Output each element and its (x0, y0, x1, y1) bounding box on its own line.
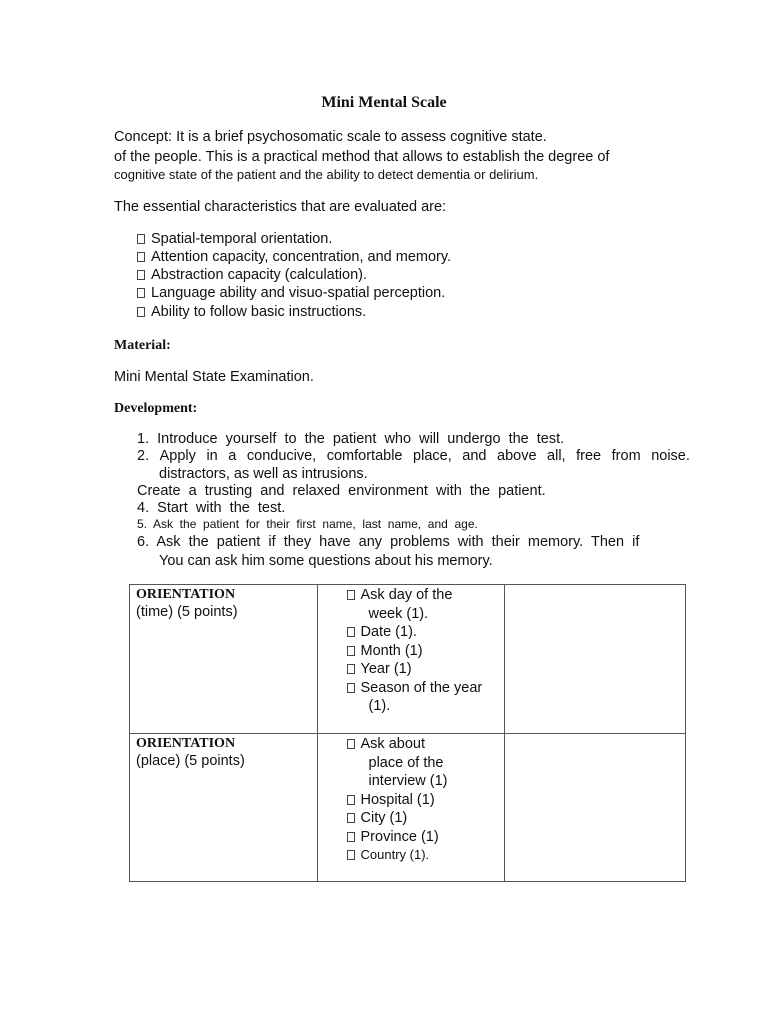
checkbox-icon (347, 664, 355, 674)
checkbox-icon (347, 813, 355, 823)
characteristic-item: Language ability and visuo-spatial perception. (137, 285, 445, 301)
table-row (130, 585, 686, 734)
development-step-1: 1. Introduce yourself to the patient who will undergo the test. (137, 431, 565, 447)
checkbox-icon (347, 627, 355, 637)
checkbox-icon (137, 288, 145, 298)
row-heading: ORIENTATION (136, 587, 236, 602)
development-step-3: Create a trusting and relaxed environment with the patient. (137, 483, 546, 499)
checkbox-icon (137, 234, 145, 244)
checkbox-icon (347, 646, 355, 656)
characteristic-item: Abstraction capacity (calculation). (137, 267, 367, 283)
orientation-table (129, 584, 686, 882)
table-cell-items (317, 734, 505, 882)
table-cell-score (505, 585, 686, 734)
characteristic-item: Ability to follow basic instructions. (137, 304, 366, 320)
list-item: Ask day of the (318, 586, 505, 605)
page-title: Mini Mental Scale (321, 94, 447, 111)
list-item: Year (1) (318, 660, 505, 679)
table-cell-category (130, 734, 318, 882)
list-item-continued: place of the (368, 754, 444, 771)
concept-line-3: cognitive state of the patient and the ability to detect dementia or delirium. (114, 167, 539, 182)
development-step-2-continued: distractors, as well as intrusions. (159, 466, 368, 482)
list-item: Month (1) (318, 642, 505, 661)
table-row (130, 734, 686, 882)
row-subheading: (place) (5 points) (136, 753, 245, 769)
concept-line-1: Concept: It is a brief psychosomatic scale to assess cognitive state. (114, 129, 547, 145)
list-item: Season of the year (318, 679, 505, 698)
concept-line-2: of the people. This is a practical method that allows to establish the degree of (114, 149, 610, 165)
checkbox-icon (137, 270, 145, 280)
characteristics-intro: The essential characteristics that are evaluated are: (114, 199, 447, 215)
material-heading: Material: (114, 338, 171, 353)
characteristic-item: Spatial-temporal orientation. (137, 231, 332, 247)
list-item: Hospital (1) (318, 791, 505, 810)
row-subheading: (time) (5 points) (136, 604, 238, 620)
development-step-6-continued: You can ask him some questions about his memory. (159, 553, 493, 569)
row-heading: ORIENTATION (136, 736, 236, 751)
development-step-5: 5. Ask the patient for their first name, last name, and age. (137, 517, 478, 531)
list-item-continued: (1). (368, 698, 391, 714)
list-item: Date (1). (318, 623, 505, 642)
material-text: Mini Mental State Examination. (114, 369, 314, 385)
table-cell-items (317, 585, 505, 734)
list-item: Country (1). (318, 846, 505, 865)
characteristic-item: Attention capacity, concentration, and memory. (137, 249, 451, 265)
checkbox-icon (347, 832, 355, 842)
list-item-continued: interview (1) (368, 773, 448, 789)
list-item: Ask about (318, 735, 505, 754)
development-step-6: 6. Ask the patient if they have any problems with their memory. Then if (137, 534, 640, 550)
list-item: Province (1) (318, 828, 505, 847)
checkbox-icon (347, 739, 355, 749)
checkbox-icon (137, 307, 145, 317)
checkbox-icon (347, 590, 355, 600)
table-cell-score (505, 734, 686, 882)
checkbox-icon (347, 850, 355, 860)
checkbox-icon (347, 683, 355, 693)
development-heading: Development: (114, 401, 198, 416)
table-cell-category (130, 585, 318, 734)
list-item-continued: week (1). (368, 605, 429, 622)
checkbox-icon (137, 252, 145, 262)
checkbox-icon (347, 795, 355, 805)
list-item: City (1) (318, 809, 505, 828)
development-step-2: 2. Apply in a conducive, comfortable place, and above all, free from noise. (137, 448, 690, 464)
development-step-4: 4. Start with the test. (137, 500, 286, 516)
